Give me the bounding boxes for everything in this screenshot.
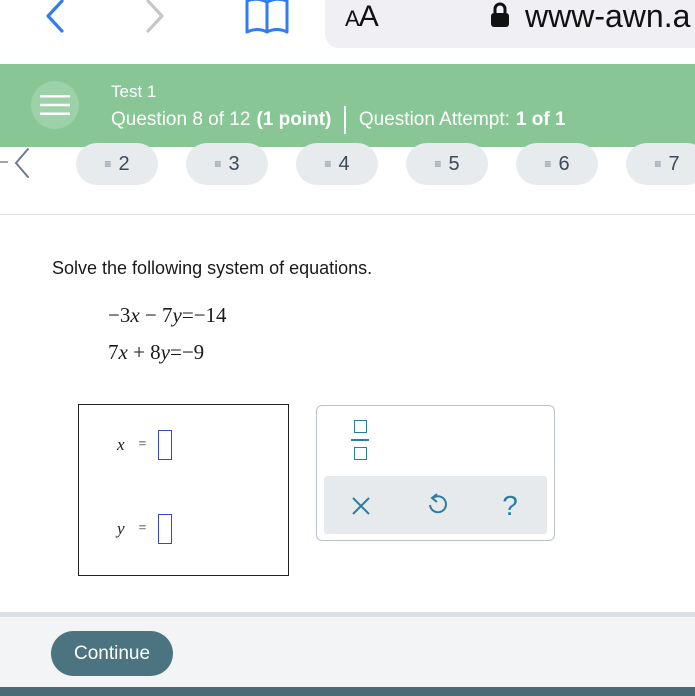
forward-button[interactable] [135,0,175,34]
attempt-label: Question Attempt: [358,109,510,130]
lines-icon: ≡ [324,157,331,171]
question-tab-label: 4 [338,152,350,175]
lock-icon [490,2,510,28]
eq1-equals: = [181,303,194,327]
eq2-coef-y: 8 [150,340,161,364]
eq1-operator: − [144,303,157,327]
equation-1 [108,303,227,328]
equation-2 [108,340,204,365]
browser-toolbar [0,0,695,64]
fraction-numerator-icon [354,420,367,433]
answer-y-equals: = [138,521,147,536]
answer-box [78,404,289,576]
answer-row-x [117,430,172,460]
eq1-var-y: y [172,303,182,327]
question-tab-5[interactable] [406,143,488,185]
question-tab-3[interactable] [186,143,268,185]
divider [0,214,695,215]
math-keypad [316,405,555,541]
aa-small: A [345,6,359,31]
footer [0,612,695,696]
eq2-equals: = [170,340,182,364]
book-icon [244,0,290,35]
help-button[interactable]: ? [502,490,518,521]
eq2-operator: + [133,340,145,364]
lines-icon: ≡ [214,157,221,171]
answer-x-equals: = [138,437,147,452]
eq1-rhs: −14 [193,303,227,327]
url-text: www-awn.a [525,0,691,34]
attempt-value: 1 of 1 [515,109,566,130]
question-tab-2[interactable] [76,143,158,185]
menu-button[interactable] [31,81,79,129]
answer-y-variable: y [117,519,125,538]
keypad-tools [324,476,547,534]
question-prompt: Solve the following system of equations. [52,258,373,278]
clear-button[interactable] [341,486,381,526]
fraction-button[interactable] [347,420,373,460]
header-divider [344,106,346,134]
fraction-bar-icon [351,439,369,441]
question-tab-4[interactable] [296,143,378,185]
bookmarks-button[interactable] [243,0,291,34]
eq2-var-x: x [118,340,128,364]
answer-row-y [117,514,172,544]
question-tabs [0,141,695,187]
question-tab-label: 7 [668,152,680,175]
x-answer-input[interactable] [158,430,172,460]
undo-button[interactable] [417,486,457,526]
fraction-denominator-icon [354,447,367,460]
question-points: (1 point) [256,109,332,130]
eq2-coef-x: 7 [108,340,119,364]
question-tab-label: 3 [228,152,240,175]
eq2-var-y: y [160,340,170,364]
previous-question-chevron-icon[interactable] [0,145,38,181]
question-tab-label: 2 [118,152,130,175]
question-tab-label: 6 [558,152,570,175]
undo-icon [426,493,448,519]
answer-x-variable: x [117,435,125,454]
continue-button[interactable]: Continue [51,631,173,676]
lines-icon: ≡ [104,157,111,171]
lines-icon: ≡ [654,157,661,171]
eq1-coef-y: 7 [162,303,173,327]
chevron-right-icon [142,0,168,34]
question-tab-6[interactable] [516,143,598,185]
question-tab-label: 5 [448,152,460,175]
clear-x-icon [351,496,371,516]
back-button[interactable] [35,0,75,34]
question-tab-7[interactable] [626,143,695,185]
text-size-button[interactable] [345,0,378,34]
eq1-var-x: x [130,303,140,327]
bottom-strip [0,687,695,696]
test-title: Test 1 [111,82,157,101]
lines-icon: ≡ [544,157,551,171]
chevron-left-icon [42,0,68,34]
test-header [0,64,695,147]
eq1-coef-x: −3 [108,303,131,327]
question-info [111,106,566,134]
aa-large: A [358,0,378,33]
y-answer-input[interactable] [158,514,172,544]
address-bar[interactable] [325,0,695,48]
eq2-rhs: −9 [181,340,205,364]
hamburger-icon [40,93,70,117]
lines-icon: ≡ [434,157,441,171]
question-position: Question 8 of 12 [111,109,251,130]
